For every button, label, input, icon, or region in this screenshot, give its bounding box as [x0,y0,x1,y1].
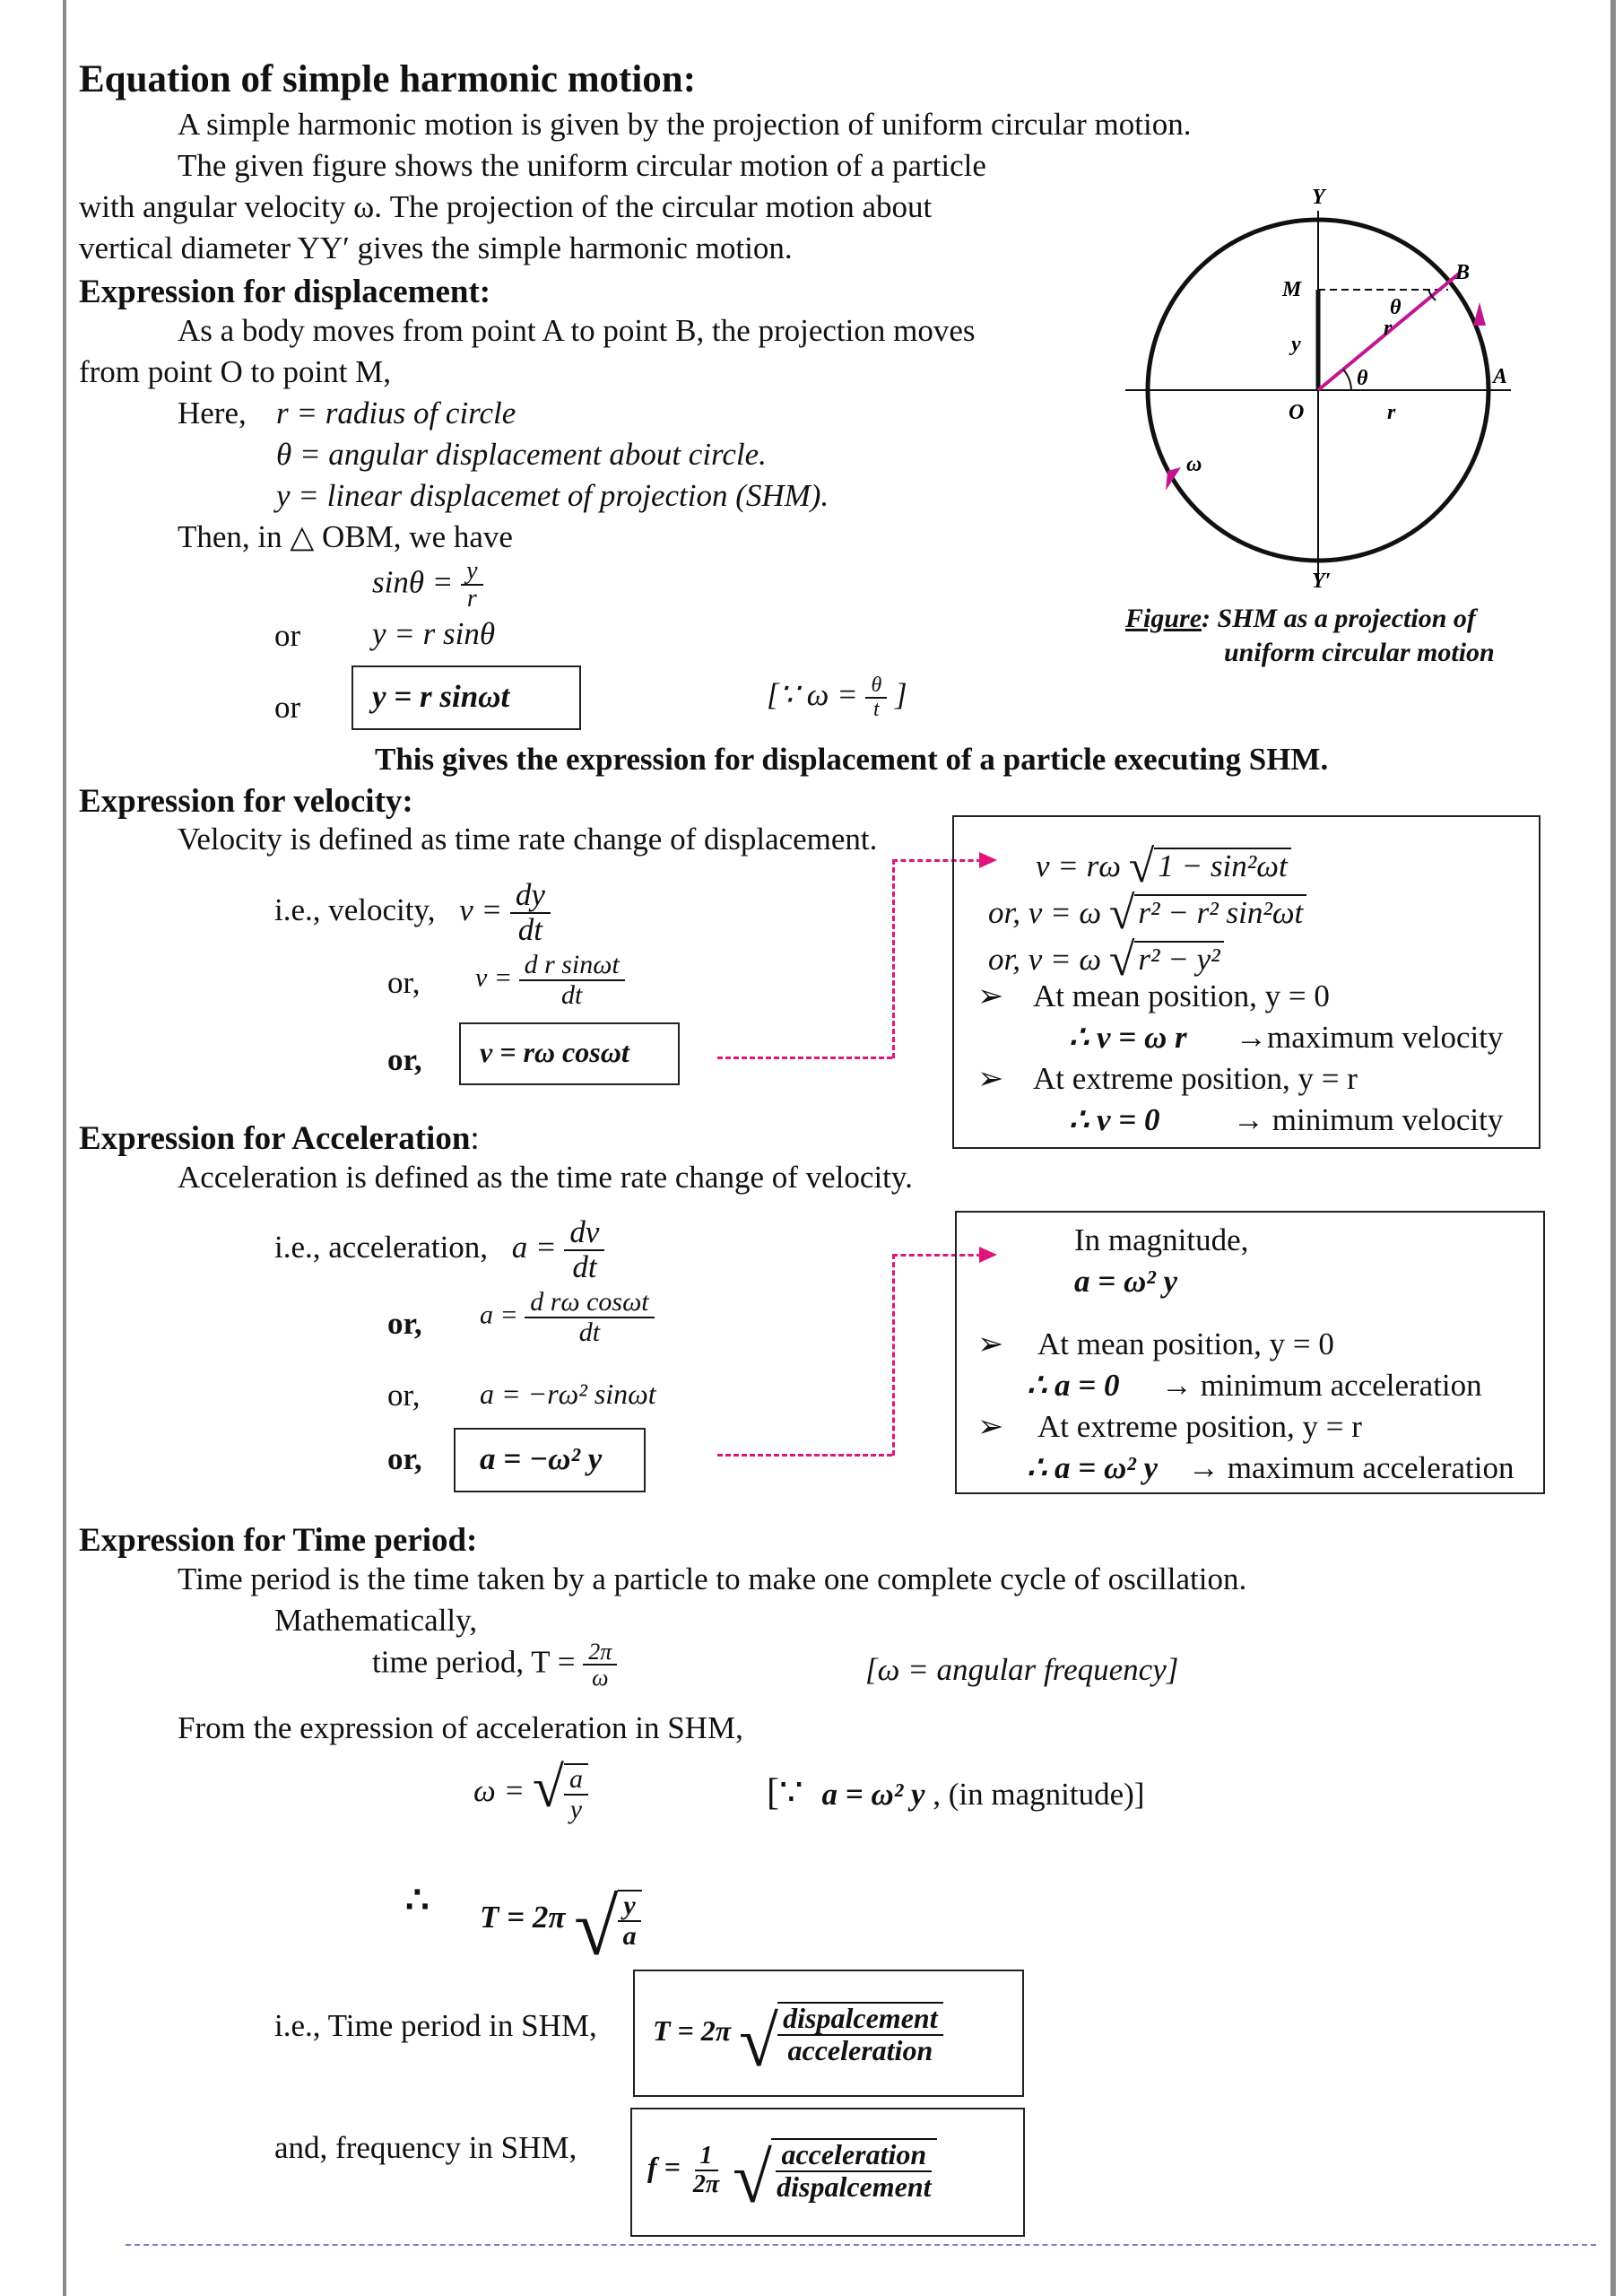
acceleration-eq-3: a = −rω² sinωt [480,1378,656,1410]
intro-line-2: The given figure shows the uniform circular motion of a particle [178,148,986,183]
velocity-ie-text: i.e., velocity, [274,891,436,927]
period-ie: i.e., Time period in SHM, [274,2008,597,2043]
sin-num: y [461,558,482,586]
velocity-bullet-2: At extreme position, y = r [1033,1061,1358,1096]
label-theta-1: θ [1357,367,1368,390]
sin-fraction [461,558,482,613]
displacement-heading: Expression for displacement: [79,274,491,310]
omega-formula-lhs: ω = [473,1773,525,1808]
label-r-2: r [1387,401,1396,424]
velocity-bullet-1: At mean position, y = 0 [1033,978,1330,1013]
intro-line-1: A simple harmonic motion is given by the projection of uniform circular motion. [178,107,1192,142]
omega-note [767,1772,1144,1813]
frequency-label: and, frequency in SHM, [274,2130,577,2165]
then-line: Then, in △ OBM, we have [178,519,513,554]
velocity-eq-2-lhs: v = [475,962,513,993]
bullet-arrow-icon: ➢ [977,978,1004,1013]
velocity-num: dy [510,879,551,914]
intro-line-4: vertical diameter YY′ gives the simple harmonic motion. [79,230,793,265]
period-T-num: y [618,1892,640,1922]
label-O: O [1289,401,1305,424]
period-formula-den: ω [592,1665,609,1692]
because-num: θ [865,674,887,699]
because-post: ] [895,677,907,713]
acceleration-ie [274,1216,604,1284]
velocity-box-l1-pre: v = rω [1036,848,1121,883]
acceleration-def: Acceleration is defined as the time rate change of velocity. [178,1160,913,1195]
velocity-connector-vertical [892,859,895,1058]
acceleration-bullet-1: At mean position, y = 0 [1037,1326,1334,1361]
displacement-eq-3: y = r sinωt [372,679,510,714]
displacement-line-2: from point O to point M, [79,354,392,389]
acceleration-connector-bottom [717,1454,892,1457]
acceleration-result-1-note: → minimum acceleration [1161,1368,1482,1403]
sin-lhs: sinθ = [372,564,454,600]
left-margin-bar [63,0,66,2296]
period-from: From the expression of acceleration in SHM, [178,1710,743,1745]
bottom-divider [126,2244,1596,2246]
acceleration-or-2: or, [387,1378,421,1413]
bullet-arrow-icon: ➢ [977,1061,1004,1096]
frequency-box-den: dispalcement [777,2170,932,2203]
or-label-2: or [274,690,301,725]
velocity-box-l2-rad: r² − r² sin²ωt [1134,894,1306,931]
sqrt-icon: √ [1108,888,1135,939]
omega-formula-fraction [564,1763,588,1823]
velocity-box-l3-rad: r² − y² [1134,941,1223,978]
arrow-A [1473,302,1486,326]
frequency-const-num: 1 [695,2143,718,2170]
frequency-const-fraction [688,2143,725,2197]
period-box-num: dispalcement [777,2004,942,2036]
because-pre: [∵ ω = [767,677,858,713]
frequency-box-fraction [771,2138,936,2202]
displacement-line-1: As a body moves from point A to point B, the projection moves [178,313,976,348]
bullet-arrow-icon: ➢ [977,1409,1004,1444]
figure-caption-1 [1125,604,1476,633]
acceleration-or-3: or, [387,1441,422,1476]
sqrt-icon: √ [1128,841,1155,892]
period-T-fraction [618,1890,642,1950]
velocity-eq-2 [475,951,625,1009]
period-def: Time period is the time taken by a particle to make one complete cycle of oscillation. [178,1561,1247,1596]
sqrt-icon: √ [1108,935,1135,986]
page-title: Equation of simple harmonic motion: [79,58,697,100]
frequency-formula [647,2138,937,2218]
therefore-symbol: ∴ [405,1880,430,1921]
frequency-box-num: acceleration [776,2140,932,2172]
figure-caption-prefix: Figure [1125,604,1202,633]
sqrt-icon: √ [738,2002,778,2082]
label-B: B [1455,261,1471,284]
acceleration-result-1: ∴ a = 0 [1027,1368,1120,1403]
velocity-result-2: ∴ v = 0 [1069,1102,1160,1137]
label-omega: ω [1186,453,1202,476]
frequency-const-den: 2π [692,2170,720,2198]
period-heading: Expression for Time period: [79,1522,478,1559]
acceleration-fraction [564,1216,604,1284]
velocity-box-line-1 [1036,841,1291,892]
acceleration-eq-2-den: dt [578,1317,601,1347]
velocity-box-l3-pre: or, v = ω [988,942,1102,977]
acceleration-eq-2-num: d rω cosωt [525,1288,654,1318]
sqrt-icon: √ [573,1883,618,1972]
bullet-arrow-icon: ➢ [977,1326,1004,1361]
sin-den: r [466,585,477,613]
omega-note-post: , (in magnitude)] [933,1777,1145,1812]
omega-formula-num: a [564,1765,588,1796]
acceleration-bullet-2: At extreme position, y = r [1037,1409,1362,1444]
acceleration-heading [79,1119,480,1158]
acceleration-or-1: or, [387,1306,422,1341]
shm-circle-figure [1116,184,1520,668]
def-r: r = radius of circle [276,396,516,430]
omega-formula [473,1756,588,1823]
acceleration-box-magnitude: In magnitude, [1074,1222,1249,1257]
label-M: M [1282,278,1302,301]
sqrt-icon: √ [532,1755,564,1819]
because-fraction [865,674,887,721]
here-label: Here, [178,396,247,430]
figure-caption-text: : SHM as a projection of [1202,604,1476,633]
acceleration-ie-text: i.e., acceleration, [274,1229,489,1265]
period-formula-fraction [583,1639,617,1691]
period-box-fraction [777,2002,942,2066]
period-box-den: acceleration [787,2033,933,2066]
displacement-eq-2: y = r sinθ [372,616,496,651]
omega-note-pre: [∵ [767,1772,803,1813]
frequency-lhs: f = [647,2150,681,2183]
period-formula-lhs: time period, T = [372,1644,576,1680]
period-T-formula [480,1883,642,1972]
acceleration-eq-2-lhs: a = [480,1300,518,1330]
acceleration-heading-colon: : [470,1120,480,1157]
velocity-or-1: or, [387,965,421,1000]
period-box-formula [653,2002,943,2082]
velocity-result-1-note: →maximum velocity [1236,1020,1504,1055]
velocity-eq-2-fraction [519,951,625,1009]
acceleration-connector-vertical [892,1254,895,1456]
velocity-result-2-note: → minimum velocity [1233,1102,1504,1137]
acceleration-result-2-note: → maximum acceleration [1188,1450,1515,1485]
velocity-box-line-2 [988,888,1306,939]
velocity-eq-2-den: dt [560,979,583,1010]
label-Y: Y [1312,186,1325,209]
velocity-result-1: ∴ v = ω r [1069,1020,1187,1055]
label-Yprime: Y′ [1312,570,1332,593]
velocity-heading: Expression for velocity: [79,783,413,820]
acceleration-lhs: a = [511,1229,557,1265]
sin-equation [372,558,483,613]
velocity-ie [274,879,551,947]
because-den: t [873,698,880,722]
period-math: Mathematically, [274,1603,478,1638]
displacement-conclusion: This gives the expression for displacement of a particle executing SHM. [375,742,1329,777]
velocity-den: dt [517,911,543,947]
velocity-box-l2-pre: or, v = ω [988,895,1102,930]
label-r-1: r [1384,317,1393,340]
velocity-eq-3: v = rω cosωt [480,1036,629,1068]
def-theta: θ = angular displacement about circle. [276,437,767,472]
velocity-eq-2-num: d r sinωt [519,951,625,981]
sqrt-icon: √ [732,2138,772,2218]
acceleration-eq-2 [480,1288,655,1346]
label-theta-2: θ [1390,296,1402,319]
acceleration-den: dt [572,1248,597,1284]
period-formula [372,1639,617,1691]
def-y: y = linear displacemet of projection (SHM). [276,478,829,513]
theta-arc [1343,370,1351,390]
velocity-def: Velocity is defined as time rate change of displacement. [178,822,878,857]
velocity-fraction [510,879,551,947]
velocity-box-l1-rad: 1 − sin²ωt [1154,848,1290,884]
period-formula-note: [ω = angular frequency] [865,1652,1179,1687]
figure-caption-2: uniform circular motion [1224,638,1495,667]
acceleration-result-2: ∴ a = ω² y [1027,1450,1159,1485]
acceleration-heading-text: Expression for Acceleration [79,1120,471,1157]
velocity-connector-bottom [717,1057,892,1059]
label-y: y [1291,333,1301,356]
velocity-or-2: or, [387,1042,422,1077]
period-T-den: a [622,1920,637,1951]
omega-formula-den: y [569,1794,583,1824]
acceleration-eq-2-fraction [525,1288,654,1346]
or-label-1: or [274,618,301,653]
intro-line-3: with angular velocity ω. The projection of the circular motion about [79,189,933,224]
acceleration-box-mag-eq: a = ω² y [1074,1264,1178,1299]
omega-note-eq: a = ω² y [821,1777,925,1812]
period-T-lhs: T = 2π [480,1900,566,1935]
acceleration-num: dv [564,1216,604,1251]
period-formula-num: 2π [583,1639,617,1665]
because-omega [767,674,907,721]
acceleration-eq-4: a = −ω² y [480,1441,603,1476]
right-margin-bar [1610,0,1616,2296]
period-box-lhs: T = 2π [653,2013,732,2047]
velocity-lhs: v = [459,891,503,927]
label-A: A [1493,365,1508,388]
